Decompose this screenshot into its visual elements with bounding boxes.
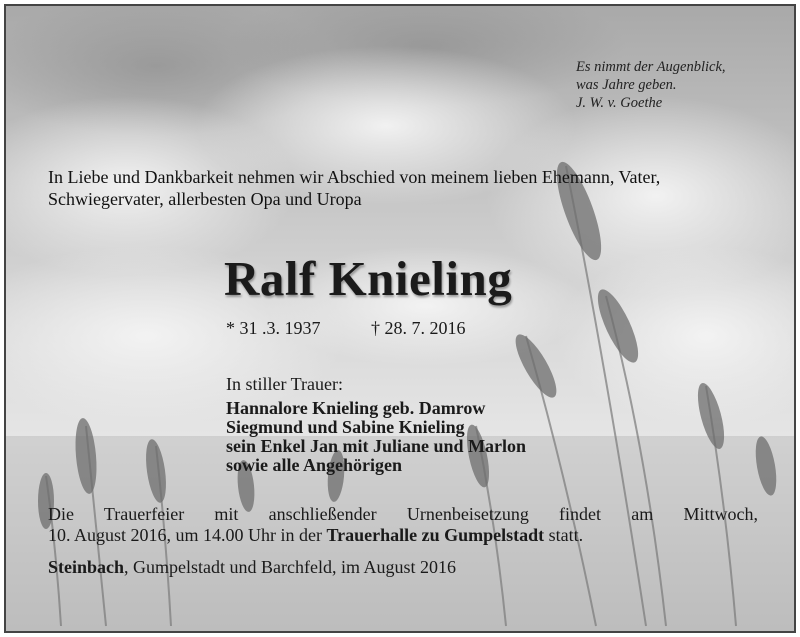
funeral-venue: Trauerhalle zu Gumpelstadt [326, 525, 545, 545]
quote-line: was Jahre geben. [576, 77, 677, 93]
quote-author: J. W. v. Goethe [576, 95, 663, 111]
goethe-quote [576, 58, 726, 112]
birth-date: * 31 .3. 1937 [226, 318, 321, 338]
mourning-heading: In stiller Trauer: [226, 374, 343, 394]
death-date: † 28. 7. 2016 [371, 318, 466, 338]
mourner-entry: Hannalore Knieling geb. Damrow [226, 398, 486, 418]
farewell-intro: In Liebe und Dankbarkeit nehmen wir Abschied von meinem lieben Ehemann, Vater, Schwiegervater, allerbesten Opa und Uropa [48, 167, 661, 209]
quote-line: Es nimmt der Augenblick, [576, 59, 726, 75]
funeral-time: 10. August 2016, um 14.00 Uhr in der [48, 525, 322, 545]
mourner-entry: Siegmund und Sabine Knieling [226, 417, 465, 437]
mourner-entry: sowie alle Angehörigen [226, 455, 402, 475]
funeral-notice [48, 504, 758, 546]
obituary-card [4, 4, 796, 633]
life-dates [226, 318, 466, 339]
mourners-list [226, 399, 526, 475]
place-town: Steinbach [48, 557, 125, 577]
funeral-line-1: Die Trauerfeier mit anschließender Urnenbeisetzung findet am Mittwoch, [48, 504, 758, 524]
mourner-entry: sein Enkel Jan mit Juliane und Marlon [226, 436, 527, 456]
place-rest: , Gumpelstadt und Barchfeld, im August 2016 [124, 557, 456, 577]
place-and-date [48, 557, 456, 578]
funeral-line-2 [48, 525, 758, 546]
funeral-closing: statt. [548, 525, 584, 545]
deceased-name: Ralf Knieling [224, 251, 513, 306]
